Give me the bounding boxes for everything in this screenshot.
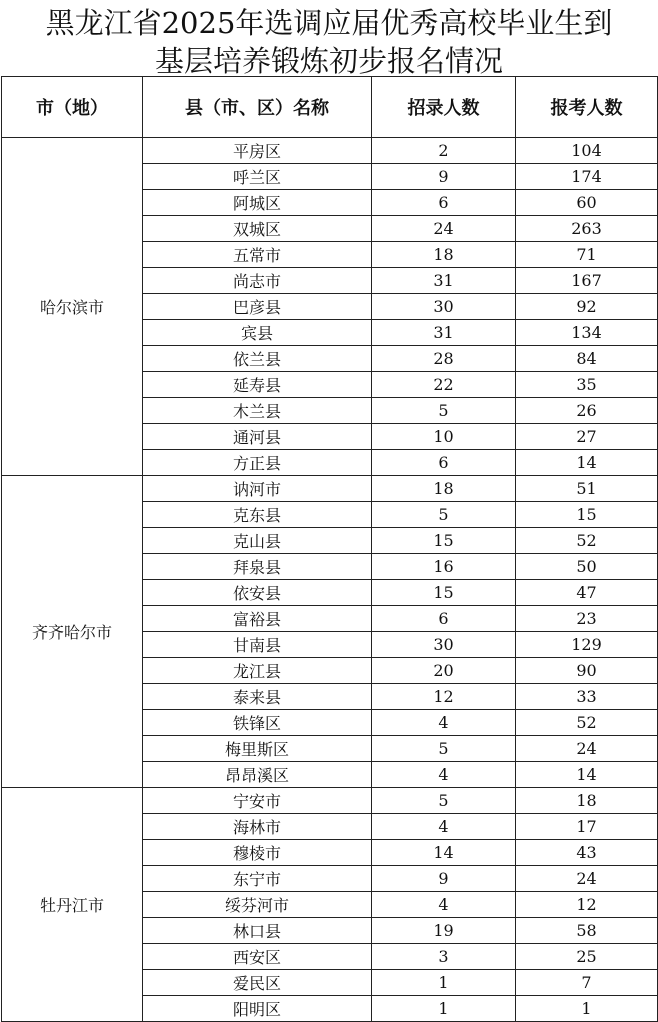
county-cell: 泰来县 — [143, 684, 372, 710]
applicant-count-cell: 27 — [516, 424, 658, 450]
header-county: 县（市、区）名称 — [143, 77, 372, 138]
county-cell: 克山县 — [143, 528, 372, 554]
applicant-count-cell: 24 — [516, 866, 658, 892]
county-cell: 铁锋区 — [143, 710, 372, 736]
applicant-count-cell: 129 — [516, 632, 658, 658]
applicant-count-cell: 43 — [516, 840, 658, 866]
applicant-count-cell: 174 — [516, 164, 658, 190]
county-cell: 绥芬河市 — [143, 892, 372, 918]
county-cell: 梅里斯区 — [143, 736, 372, 762]
county-cell: 甘南县 — [143, 632, 372, 658]
recruit-count-cell: 6 — [372, 190, 516, 216]
county-cell: 延寿县 — [143, 372, 372, 398]
applicant-count-cell: 50 — [516, 554, 658, 580]
county-cell: 巴彦县 — [143, 294, 372, 320]
header-recruit-count: 招录人数 — [372, 77, 516, 138]
recruit-count-cell: 1 — [372, 996, 516, 1022]
county-cell: 穆棱市 — [143, 840, 372, 866]
applicant-count-cell: 60 — [516, 190, 658, 216]
recruit-count-cell: 4 — [372, 892, 516, 918]
county-cell: 尚志市 — [143, 268, 372, 294]
county-cell: 宾县 — [143, 320, 372, 346]
applicant-count-cell: 35 — [516, 372, 658, 398]
recruit-count-cell: 10 — [372, 424, 516, 450]
applicant-count-cell: 263 — [516, 216, 658, 242]
applicant-count-cell: 7 — [516, 970, 658, 996]
county-cell: 双城区 — [143, 216, 372, 242]
recruit-count-cell: 4 — [372, 762, 516, 788]
applicant-count-cell: 12 — [516, 892, 658, 918]
applicant-count-cell: 14 — [516, 450, 658, 476]
applicant-count-cell: 26 — [516, 398, 658, 424]
applicant-count-cell: 167 — [516, 268, 658, 294]
recruit-count-cell: 16 — [372, 554, 516, 580]
recruit-count-cell: 12 — [372, 684, 516, 710]
recruit-count-cell: 2 — [372, 138, 516, 164]
table-row — [2, 476, 658, 502]
applicant-count-cell: 90 — [516, 658, 658, 684]
county-cell: 阿城区 — [143, 190, 372, 216]
header-applicant-count: 报考人数 — [516, 77, 658, 138]
county-cell: 克东县 — [143, 502, 372, 528]
document-title — [0, 0, 658, 80]
county-cell: 昂昂溪区 — [143, 762, 372, 788]
county-cell: 讷河市 — [143, 476, 372, 502]
recruit-count-cell: 28 — [372, 346, 516, 372]
recruit-count-cell: 6 — [372, 606, 516, 632]
header-row — [2, 77, 658, 138]
applicant-count-cell: 134 — [516, 320, 658, 346]
recruit-count-cell: 18 — [372, 476, 516, 502]
applicant-count-cell: 104 — [516, 138, 658, 164]
county-cell: 依安县 — [143, 580, 372, 606]
table-body — [2, 138, 658, 1022]
county-cell: 林口县 — [143, 918, 372, 944]
recruit-count-cell: 15 — [372, 580, 516, 606]
recruit-count-cell: 4 — [372, 814, 516, 840]
applicant-count-cell: 23 — [516, 606, 658, 632]
recruit-count-cell: 31 — [372, 268, 516, 294]
county-cell: 拜泉县 — [143, 554, 372, 580]
applicant-count-cell: 18 — [516, 788, 658, 814]
recruit-count-cell: 9 — [372, 866, 516, 892]
county-cell: 方正县 — [143, 450, 372, 476]
recruit-count-cell: 5 — [372, 788, 516, 814]
table-row — [2, 138, 658, 164]
recruit-count-cell: 15 — [372, 528, 516, 554]
title-line-1: 黑龙江省2025年选调应届优秀高校毕业生到 — [45, 6, 613, 40]
recruit-count-cell: 5 — [372, 736, 516, 762]
recruit-count-cell: 9 — [372, 164, 516, 190]
recruit-count-cell: 19 — [372, 918, 516, 944]
applicant-count-cell: 52 — [516, 710, 658, 736]
recruit-count-cell: 22 — [372, 372, 516, 398]
recruit-count-cell: 14 — [372, 840, 516, 866]
recruit-count-cell: 1 — [372, 970, 516, 996]
city-cell: 牡丹江市 — [2, 788, 143, 1022]
county-cell: 海林市 — [143, 814, 372, 840]
registration-table — [1, 76, 658, 1022]
county-cell: 呼兰区 — [143, 164, 372, 190]
recruit-count-cell: 24 — [372, 216, 516, 242]
applicant-count-cell: 52 — [516, 528, 658, 554]
county-cell: 阳明区 — [143, 996, 372, 1022]
applicant-count-cell: 51 — [516, 476, 658, 502]
applicant-count-cell: 58 — [516, 918, 658, 944]
county-cell: 通河县 — [143, 424, 372, 450]
county-cell: 宁安市 — [143, 788, 372, 814]
recruit-count-cell: 4 — [372, 710, 516, 736]
county-cell: 东宁市 — [143, 866, 372, 892]
table-row — [2, 788, 658, 814]
recruit-count-cell: 5 — [372, 502, 516, 528]
recruit-count-cell: 18 — [372, 242, 516, 268]
applicant-count-cell: 71 — [516, 242, 658, 268]
applicant-count-cell: 1 — [516, 996, 658, 1022]
applicant-count-cell: 25 — [516, 944, 658, 970]
city-cell: 齐齐哈尔市 — [2, 476, 143, 788]
county-cell: 西安区 — [143, 944, 372, 970]
recruit-count-cell: 30 — [372, 294, 516, 320]
header-city: 市（地） — [2, 77, 143, 138]
applicant-count-cell: 15 — [516, 502, 658, 528]
county-cell: 五常市 — [143, 242, 372, 268]
county-cell: 富裕县 — [143, 606, 372, 632]
applicant-count-cell: 17 — [516, 814, 658, 840]
recruit-count-cell: 5 — [372, 398, 516, 424]
applicant-count-cell: 33 — [516, 684, 658, 710]
county-cell: 木兰县 — [143, 398, 372, 424]
county-cell: 平房区 — [143, 138, 372, 164]
county-cell: 爱民区 — [143, 970, 372, 996]
title-line-2: 基层培养锻炼初步报名情况 — [154, 44, 503, 78]
applicant-count-cell: 47 — [516, 580, 658, 606]
county-cell: 依兰县 — [143, 346, 372, 372]
recruit-count-cell: 3 — [372, 944, 516, 970]
recruit-count-cell: 6 — [372, 450, 516, 476]
applicant-count-cell: 14 — [516, 762, 658, 788]
applicant-count-cell: 92 — [516, 294, 658, 320]
recruit-count-cell: 31 — [372, 320, 516, 346]
county-cell: 龙江县 — [143, 658, 372, 684]
applicant-count-cell: 84 — [516, 346, 658, 372]
recruit-count-cell: 30 — [372, 632, 516, 658]
city-cell: 哈尔滨市 — [2, 138, 143, 476]
applicant-count-cell: 24 — [516, 736, 658, 762]
recruit-count-cell: 20 — [372, 658, 516, 684]
